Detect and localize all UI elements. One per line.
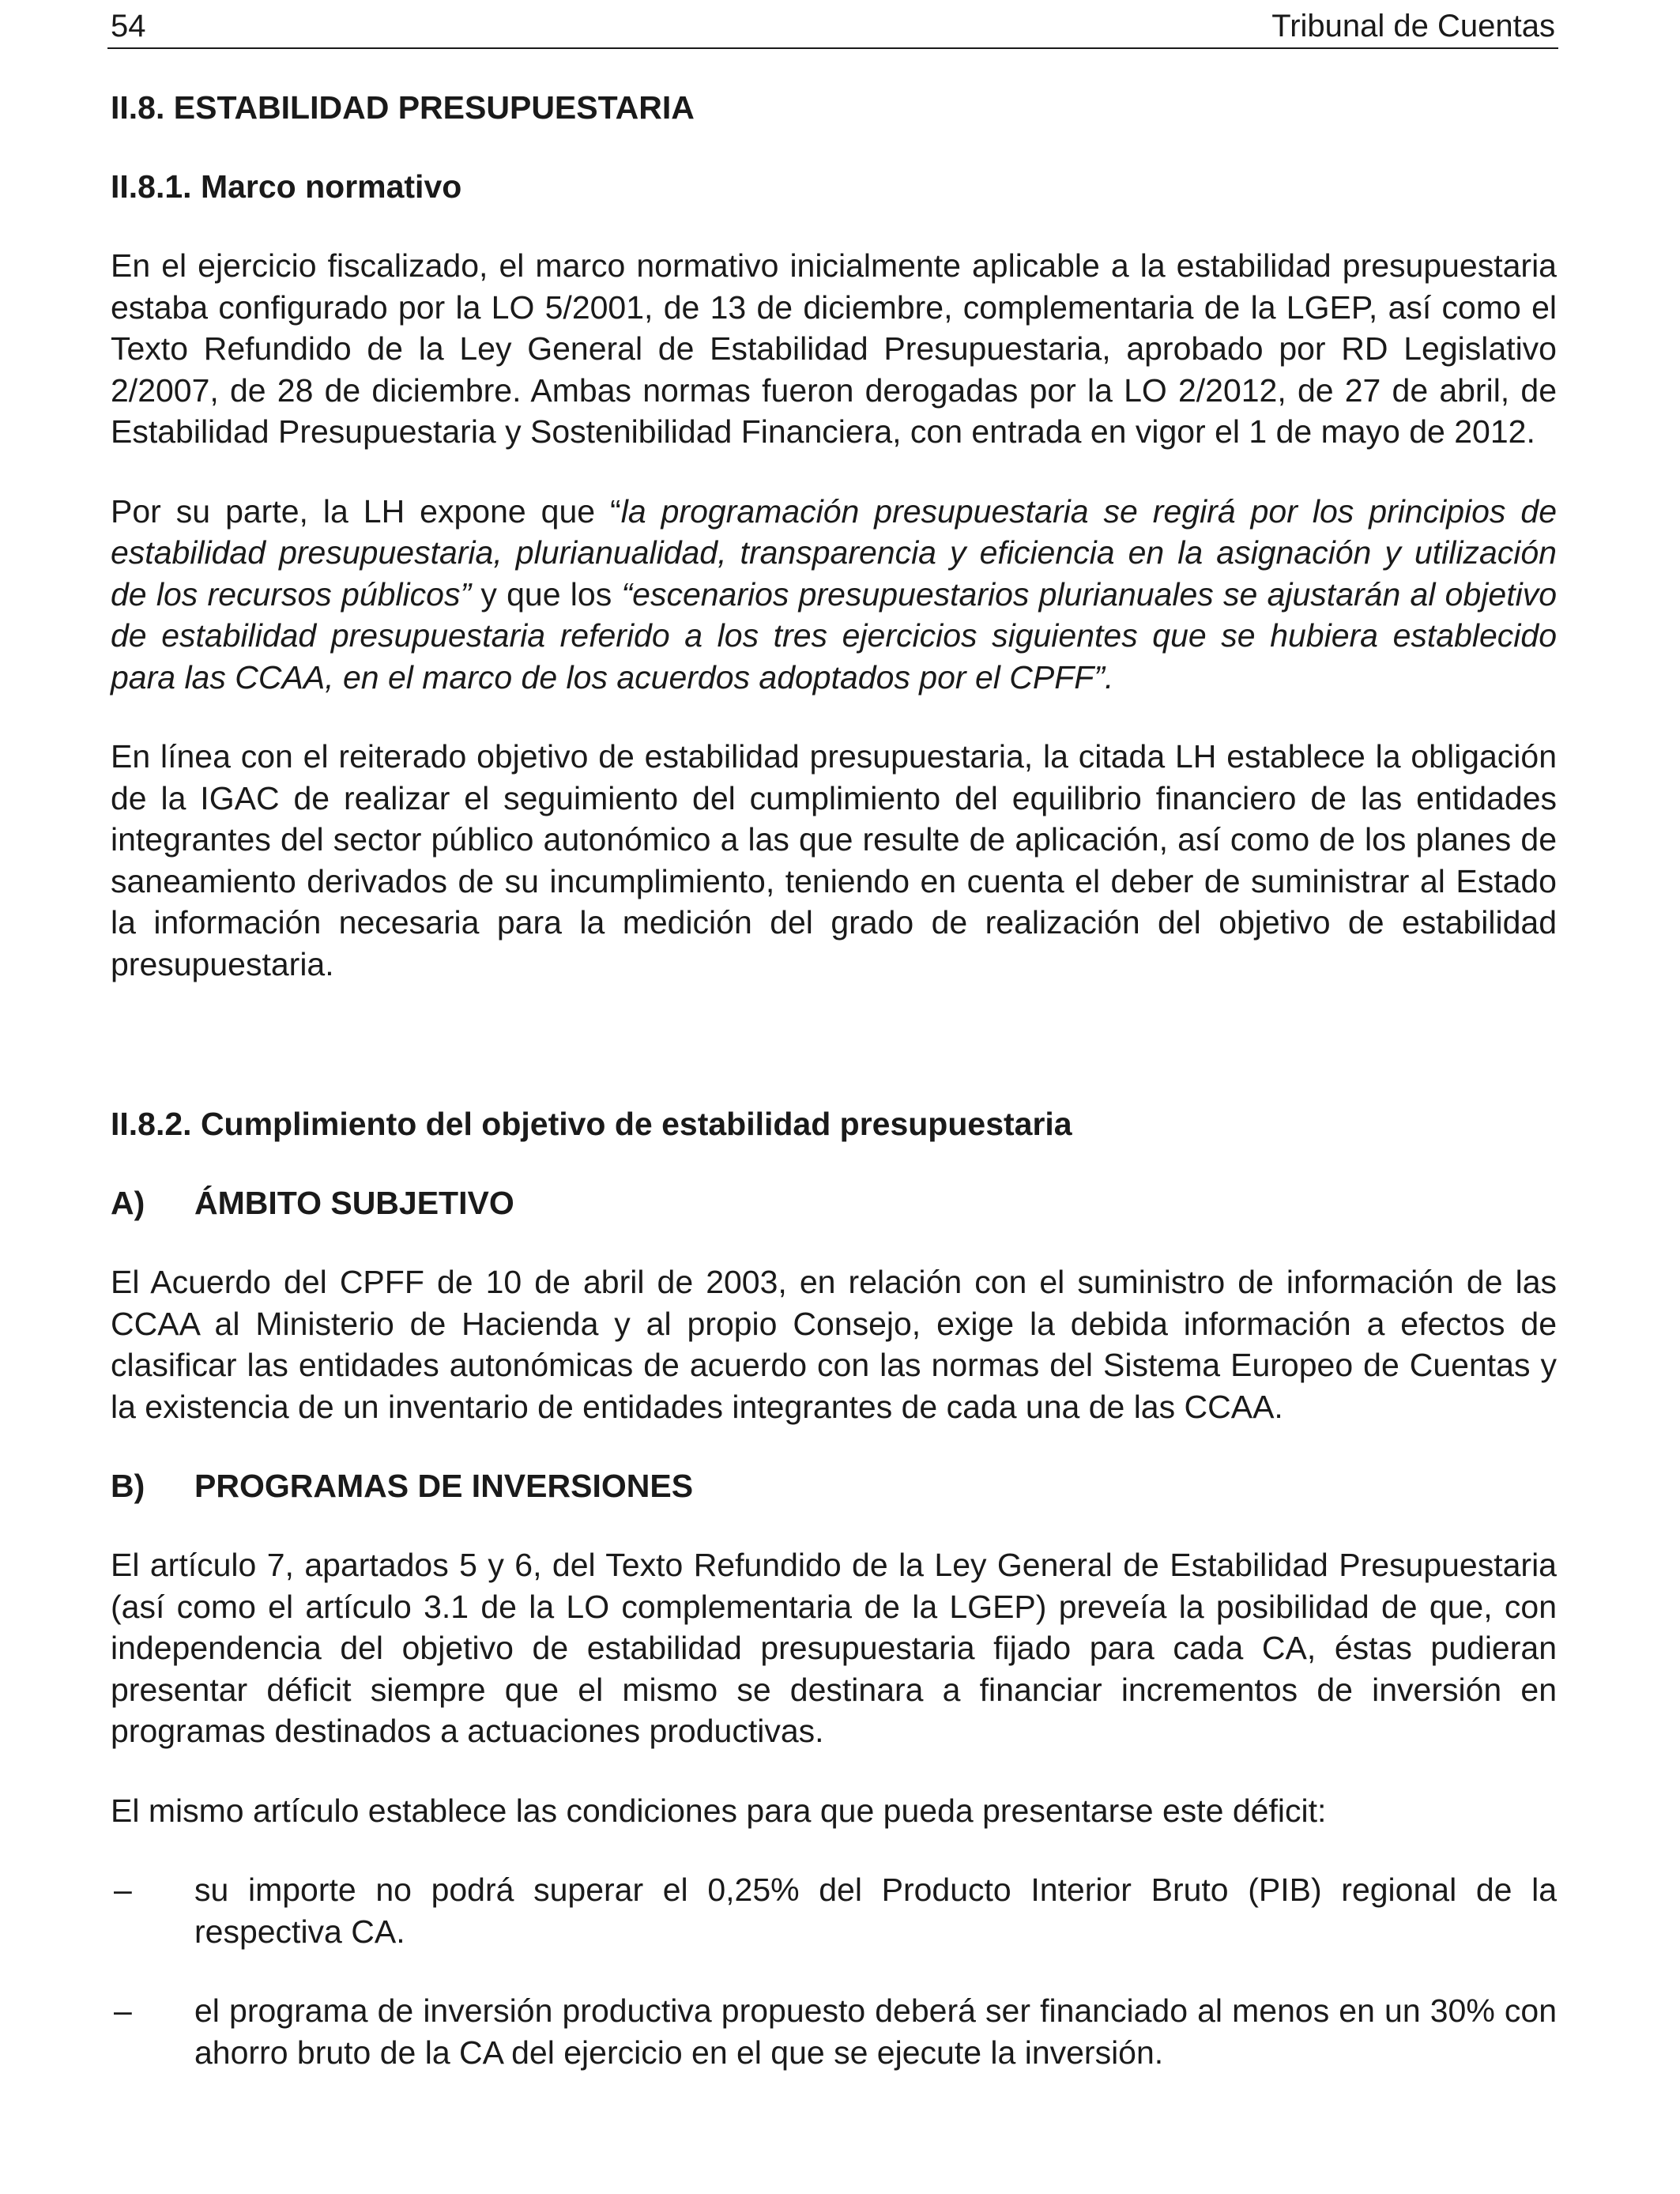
page-body — [111, 79, 1557, 2073]
paragraph-condiciones-intro: El mismo artículo establece las condiciones para que pueda presentarse este déficit: — [111, 1792, 1327, 1829]
paragraph-marco-normativo: En el ejercicio fiscalizado, el marco normativo inicialmente aplicable a la estabilidad presupuestaria estaba configurado por la LO 5/2001, de 13 de diciembre, complementaria de la LGEP, así como el Texto Refundido de la Ley General de Estabilidad Presupuestaria, aprobado por RD Legislativo 2/2007, de 28 de diciembre. Ambas normas fueron derogadas por la LO 2/2012, de 27 de abril, de Estabilidad Presupuestaria y Sostenibilidad Financiera, con entrada en vigor el 1 de mayo de 2012. — [111, 247, 1557, 450]
dash-bullet: – — [114, 1992, 132, 2029]
list-item — [111, 1869, 1557, 1952]
paragraph-igac-obligation: En línea con el reiterado objetivo de estabilidad presupuestaria, la citada LH establece la obligación de la IGAC de realizar el seguimiento del cumplimiento del equilibrio financiero de las entidades integrantes del sector público autonómico a las que resulte de aplicación, así como de los planes de saneamiento derivados de su incumplimiento, teniendo en cuenta el deber de suministrar al Estado la información necesaria para la medición del grado de realización del objetivo de estabilidad presupuestaria. — [111, 738, 1557, 982]
section-heading: II.8. ESTABILIDAD PRESUPUESTARIA — [111, 89, 695, 126]
running-title: Tribunal de Cuentas — [1271, 9, 1555, 43]
heading-letter: B) — [111, 1468, 145, 1504]
lh-quote-escenarios: “escenarios presupuestarios plurianuales se ajustarán al objetivo de estabilidad presupuestaria referido a los tres ejercicios siguientes que se hubiera establecido para las CCAA, en el marco de los acuerdos adoptados por el CPFF”. — [111, 575, 1558, 696]
paragraph-lh-quote — [111, 491, 1557, 699]
heading-text: PROGRAMAS DE INVERSIONES — [194, 1468, 694, 1504]
heading-letter: A) — [111, 1185, 145, 1221]
heading-ambito-subjetivo — [111, 1182, 1557, 1223]
dash-bullet: – — [114, 1872, 132, 1908]
lh-quote-middle: y que los — [471, 575, 622, 613]
heading-programas-inversiones — [111, 1465, 1557, 1506]
lh-quote-programacion: la programación presupuestaria se regirá por los principios de estabilidad presupuestaria, plurianualidad, transparencia y eficiencia en la asignación y utilización de los recursos públicos” — [111, 492, 1558, 613]
subsection-heading-marco-normativo: II.8.1. Marco normativo — [111, 168, 462, 205]
list-item-text: su importe no podrá superar el 0,25% del Producto Interior Bruto (PIB) regional de la respectiva CA. — [194, 1872, 1557, 1950]
paragraph-articulo-7: El artículo 7, apartados 5 y 6, del Texto Refundido de la Ley General de Estabilidad Presupuestaria (así como el artículo 3.1 de la LO complementaria de la LGEP) preveía la posibilidad de que, con independencia del objetivo de estabilidad presupuestaria fijado para cada CA, éstas pudieran presentar déficit siempre que el mismo se destinara a financiar incrementos de inversión en programas destinados a actuaciones productivas. — [111, 1547, 1557, 1749]
page-header — [107, 5, 1558, 49]
lh-quote-intro: Por su parte, la LH expone que “ — [111, 492, 621, 530]
list-item — [111, 1990, 1557, 2073]
heading-text: ÁMBITO SUBJETIVO — [194, 1185, 514, 1221]
page-number: 54 — [111, 9, 146, 43]
subsection-heading-cumplimiento: II.8.2. Cumplimiento del objetivo de estabilidad presupuestaria — [111, 1106, 1072, 1142]
paragraph-acuerdo-cpff: El Acuerdo del CPFF de 10 de abril de 2003, en relación con el suministro de información de las CCAA al Ministerio de Hacienda y al propio Consejo, exige la debida información a efectos de clasificar las entidades autonómicas de acuerdo con las normas del Sistema Europeo de Cuentas y la existencia de un inventario de entidades integrantes de cada una de las CCAA. — [111, 1264, 1557, 1425]
list-item-text: el programa de inversión productiva propuesto deberá ser financiado al menos en un 30% con ahorro bruto de la CA del ejercicio en el que se ejecute la inversión. — [194, 1992, 1557, 2071]
